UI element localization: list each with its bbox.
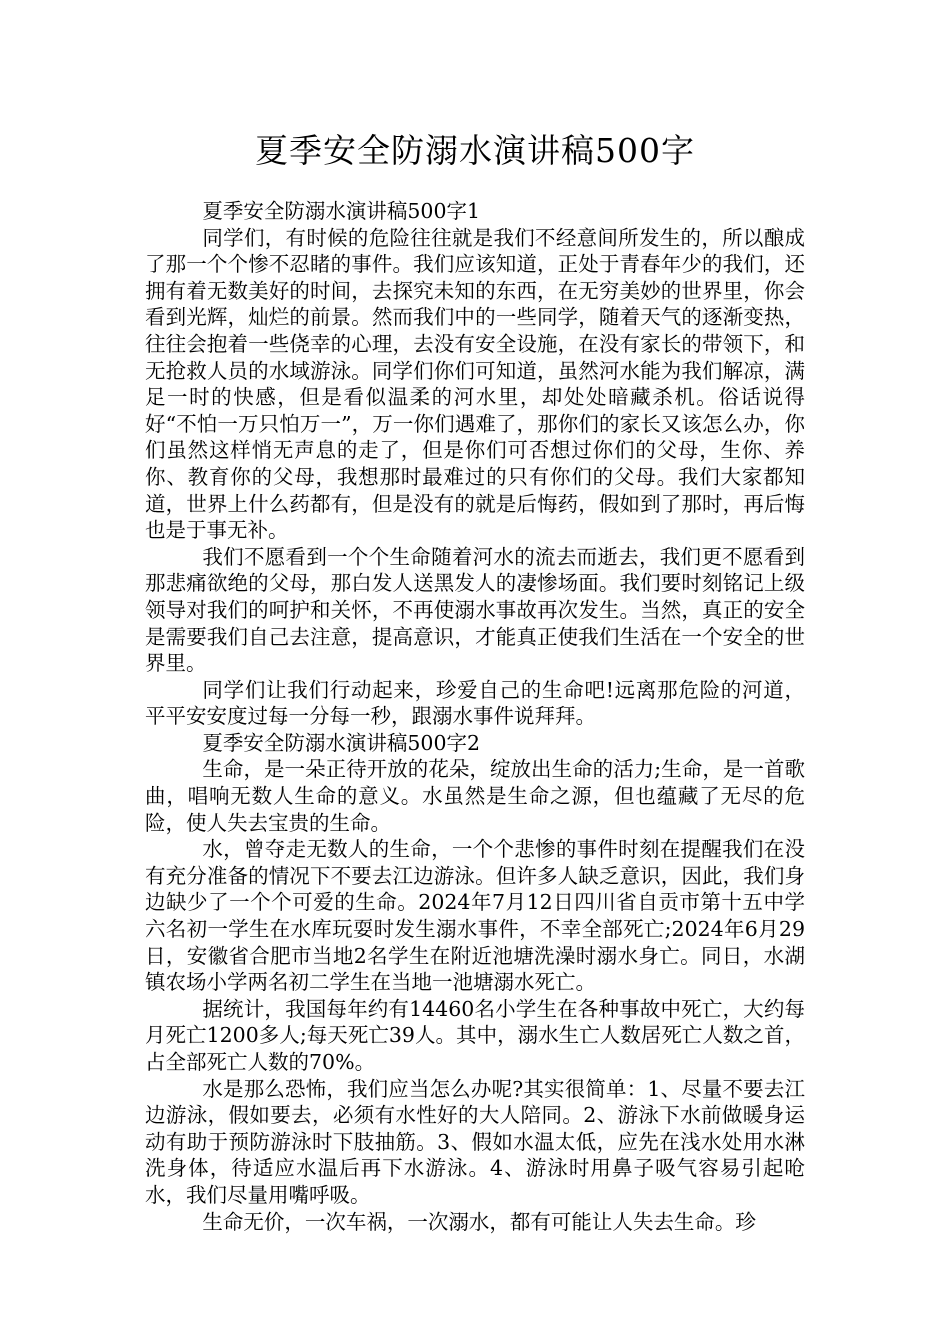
paragraph: 同学们让我们行动起来，珍爱自己的生命吧!远离那危险的河道，平平安安度过每一分每一秒，跟溺水事件说拜拜。 [145, 677, 805, 729]
paragraph: 生命，是一朵正待开放的花朵，绽放出生命的活力;生命，是一首歌曲，唱响无数人生命的意义。水虽然是生命之源，但也蕴藏了无尽的危险，使人失去宝贵的生命。 [145, 757, 805, 835]
document-body [145, 198, 805, 1235]
paragraph: 据统计，我国每年约有14460名小学生在各种事故中死亡，大约每月死亡1200多人;每天死亡39人。其中，溺水生亡人数居死亡人数之首，占全部死亡人数的70%。 [145, 996, 805, 1074]
paragraph: 水，曾夺走无数人的生命，一个个悲惨的事件时刻在提醒我们在没有充分准备的情况下不要去江边游泳。但许多人缺乏意识，因此，我们身边缺少了一个个可爱的生命。2024年7月12日四川省自贡市第十五中学六名初一学生在水库玩耍时发生溺水事件，不幸全部死亡;2024年6月29日，安徽省合肥市当地2名学生在附近池塘洗澡时溺水身亡。同日，水湖镇农场小学两名初二学生在当地一池塘溺水死亡。 [145, 837, 805, 995]
paragraph: 同学们，有时候的危险往往就是我们不经意间所发生的，所以酿成了那一个个惨不忍睹的事件。我们应该知道，正处于青春年少的我们，还拥有着无数美好的时间，去探究未知的东西，在无穷美妙的世界里，你会看到光辉，灿烂的前景。然而我们中的一些同学，随着天气的逐渐变热，往往会抱着一些侥幸的心理，去没有安全设施，在没有家长的带领下，和无抢救人员的水域游泳。同学们你们可知道，虽然河水能为我们解凉，满足一时的快感，但是看似温柔的河水里，却处处暗藏杀机。俗话说得好“不怕一万只怕万一”，万一你们遇难了，那你们的家长又该怎么办，你们虽然这样悄无声息的走了，但是你们可否想过你们的父母，生你、养你、教育你的父母，我想那时最难过的只有你们的父母。我们大家都知道，世界上什么药都有，但是没有的就是后悔药，假如到了那时，再后悔也是于事无补。 [145, 225, 805, 543]
section-heading: 夏季安全防溺水演讲稿500字2 [202, 730, 481, 755]
section-heading: 夏季安全防溺水演讲稿500字1 [202, 199, 481, 223]
paragraph: 我们不愿看到一个个生命随着河水的流去而逝去，我们更不愿看到那悲痛欲绝的父母，那白发人送黑发人的凄惨场面。我们要时刻铭记上级领导对我们的呵护和关怀，不再使溺水事故再次发生。当然，真正的安全是需要我们自己去注意，提高意识，才能真正使我们生活在一个安全的世界里。 [145, 544, 805, 676]
paragraph: 水是那么恐怖，我们应当怎么办呢?其实很简单：1、尽量不要去江边游泳，假如要去，必须有水性好的大人陪同。2、游泳下水前做暖身运动有助于预防游泳时下肢抽筋。3、假如水温太低，应先在浅水处用水淋洗身体，待适应水温后再下水游泳。4、游泳时用鼻子吸气容易引起呛水，我们尽量用嘴呼吸。 [145, 1076, 805, 1207]
document-title: 夏季安全防溺水演讲稿500字 [255, 131, 695, 170]
paragraph: 生命无价，一次车祸，一次溺水，都有可能让人失去生命。珍 [202, 1209, 756, 1234]
